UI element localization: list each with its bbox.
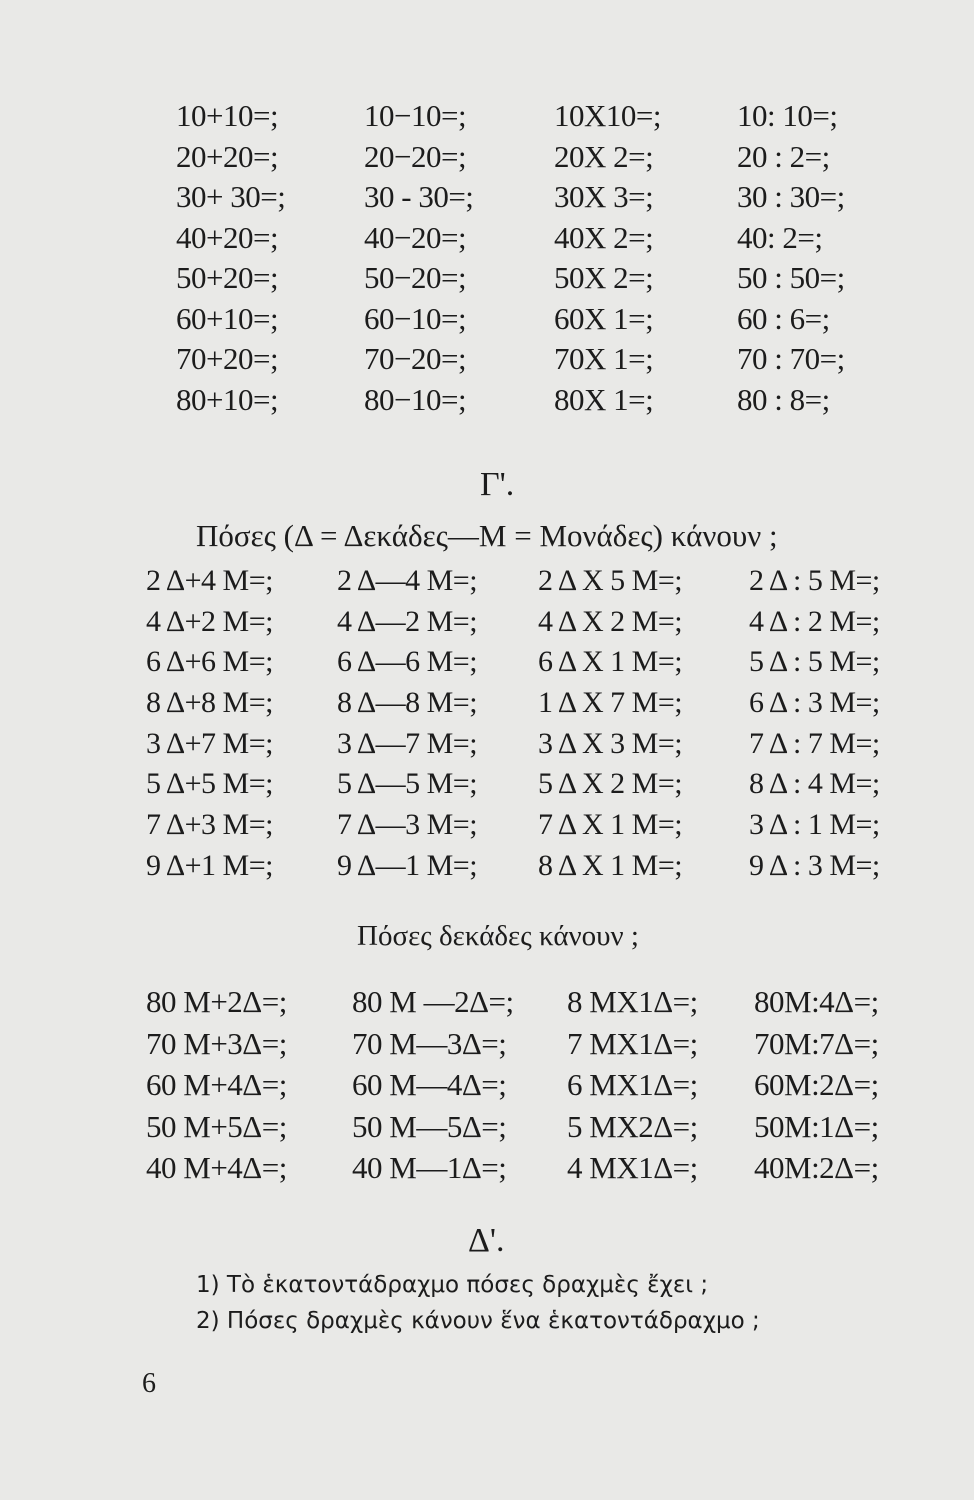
exercise-row <box>0 1150 974 1192</box>
exercise-cell: 70 Μ+3Δ=; <box>146 1025 287 1061</box>
exercise-row <box>0 98 974 139</box>
exercise-row <box>0 849 974 890</box>
exercise-cell: 60+10=; <box>176 300 279 336</box>
exercise-cell: 70−20=; <box>364 341 467 376</box>
exercise-row <box>0 179 974 220</box>
exercise-cell: 50−20=; <box>364 260 467 295</box>
word-question: 1) Τὸ ἑκατοντάδραχμο πόσες δραχμὲς ἔχει ; <box>196 1272 709 1298</box>
exercise-cell: 8 ΜΧ1Δ=; <box>567 984 698 1019</box>
exercise-cell: 70 : 70=; <box>737 341 845 376</box>
exercise-cell: 2 Δ Χ 5 Μ=; <box>538 564 683 597</box>
exercise-cell: 20 : 2=; <box>737 138 830 174</box>
exercise-cell: 60Μ:2Δ=; <box>754 1067 879 1102</box>
exercise-cell: 50 Μ—5Δ=; <box>352 1108 507 1144</box>
exercise-cell: 3 Δ—7 Μ=; <box>337 726 478 760</box>
exercise-cell: 60 Μ+4Δ=; <box>146 1067 287 1102</box>
exercise-cell: 50 Μ+5Δ=; <box>146 1108 287 1144</box>
exercise-cell: 9 Δ+1 Μ=; <box>146 848 273 882</box>
section-question-tens: Πόσες δεκάδες κάνουν ; <box>357 920 639 952</box>
exercise-cell: 80 Μ —2Δ=; <box>352 984 514 1019</box>
exercise-cell: 30 : 30=; <box>737 179 845 214</box>
exercise-row <box>0 984 974 1026</box>
word-question: 2) Πόσες δραχμὲς κάνουν ἕνα ἑκατοντάδραχμο ; <box>196 1308 760 1334</box>
exercise-cell: 80Χ 1=; <box>554 381 654 417</box>
exercise-cell: 80 : 8=; <box>737 381 830 417</box>
exercise-row <box>0 1026 974 1068</box>
exercise-cell: 2 Δ+4 Μ=; <box>146 564 273 597</box>
exercise-cell: 50Μ:1Δ=; <box>754 1108 879 1144</box>
exercise-cell: 40 Μ—1Δ=; <box>352 1150 507 1185</box>
exercise-row <box>0 767 974 808</box>
exercise-cell: 10: 10=; <box>737 98 838 133</box>
exercise-cell: 30+ 30=; <box>176 179 286 214</box>
exercise-cell: 4 Δ Χ 2 Μ=; <box>538 604 683 638</box>
exercise-cell: 70Χ 1=; <box>554 341 654 376</box>
exercise-cell: 60−10=; <box>364 300 467 336</box>
section-question-tens-units: Πόσες (Δ = Δεκάδες—Μ = Μονάδες) κάνουν ; <box>196 518 778 553</box>
exercise-cell: 2 Δ—4 Μ=; <box>337 564 478 597</box>
exercise-cell: 40Χ 2=; <box>554 219 654 255</box>
exercise-grid-tens-units <box>0 564 974 890</box>
exercise-cell: 6 ΜΧ1Δ=; <box>567 1067 698 1102</box>
exercise-grid-tens <box>0 984 974 1192</box>
exercise-cell: 80Μ:4Δ=; <box>754 984 879 1019</box>
exercise-cell: 7 Δ+3 Μ=; <box>146 808 273 842</box>
exercise-cell: 20+20=; <box>176 138 279 174</box>
exercise-row <box>0 301 974 342</box>
exercise-cell: 70 Μ—3Δ=; <box>352 1025 507 1061</box>
section-heading-d: Δ'. <box>468 1222 505 1259</box>
exercise-row <box>0 341 974 382</box>
exercise-cell: 10+10=; <box>176 98 279 133</box>
exercise-grid-numbers <box>0 98 974 422</box>
exercise-cell: 60 : 6=; <box>737 300 830 336</box>
exercise-cell: 5 Δ—5 Μ=; <box>337 767 478 801</box>
exercise-row <box>0 727 974 768</box>
exercise-cell: 8 Δ+8 Μ=; <box>146 686 273 720</box>
exercise-cell: 6 Δ—6 Μ=; <box>337 645 478 679</box>
exercise-cell: 4 Δ+2 Μ=; <box>146 604 273 638</box>
exercise-cell: 7 Δ Χ 1 Μ=; <box>538 808 683 842</box>
exercise-row <box>0 564 974 605</box>
exercise-row <box>0 1067 974 1109</box>
exercise-cell: 7 Δ—3 Μ=; <box>337 808 478 842</box>
exercise-cell: 50+20=; <box>176 260 279 295</box>
exercise-cell: 80 Μ+2Δ=; <box>146 984 287 1019</box>
exercise-cell: 5 Δ : 5 Μ=; <box>749 645 880 679</box>
exercise-cell: 80+10=; <box>176 381 279 417</box>
exercise-cell: 6 Δ+6 Μ=; <box>146 645 273 679</box>
exercise-cell: 8 Δ : 4 Μ=; <box>749 767 880 801</box>
exercise-cell: 30 - 30=; <box>364 179 474 214</box>
page-number: 6 <box>142 1368 156 1399</box>
exercise-row <box>0 260 974 301</box>
exercise-cell: 5 Δ+5 Μ=; <box>146 767 273 801</box>
exercise-row <box>0 382 974 423</box>
exercise-cell: 8 Δ—8 Μ=; <box>337 686 478 720</box>
exercise-cell: 3 Δ Χ 3 Μ=; <box>538 726 683 760</box>
exercise-cell: 4 Δ—2 Μ=; <box>337 604 478 638</box>
exercise-row <box>0 605 974 646</box>
exercise-cell: 60Χ 1=; <box>554 300 654 336</box>
exercise-row <box>0 220 974 261</box>
exercise-cell: 6 Δ : 3 Μ=; <box>749 686 880 720</box>
exercise-cell: 3 Δ+7 Μ=; <box>146 726 273 760</box>
exercise-cell: 6 Δ Χ 1 Μ=; <box>538 645 683 679</box>
exercise-cell: 40: 2=; <box>737 219 823 255</box>
exercise-cell: 9 Δ : 3 Μ=; <box>749 848 880 882</box>
exercise-cell: 7 Δ : 7 Μ=; <box>749 726 880 760</box>
exercise-cell: 2 Δ : 5 Μ=; <box>749 564 880 597</box>
exercise-cell: 10−10=; <box>364 98 467 133</box>
exercise-cell: 1 Δ Χ 7 Μ=; <box>538 686 683 720</box>
exercise-cell: 60 Μ—4Δ=; <box>352 1067 507 1102</box>
exercise-cell: 20Χ 2=; <box>554 138 654 174</box>
exercise-cell: 8 Δ Χ 1 Μ=; <box>538 848 683 882</box>
exercise-row <box>0 686 974 727</box>
exercise-cell: 10Χ10=; <box>554 98 661 133</box>
exercise-row <box>0 1109 974 1151</box>
exercise-cell: 3 Δ : 1 Μ=; <box>749 808 880 842</box>
exercise-cell: 4 Δ : 2 Μ=; <box>749 604 880 638</box>
exercise-cell: 70+20=; <box>176 341 279 376</box>
exercise-row <box>0 139 974 180</box>
exercise-cell: 50Χ 2=; <box>554 260 654 295</box>
exercise-cell: 40Μ:2Δ=; <box>754 1150 879 1185</box>
exercise-cell: 9 Δ—1 Μ=; <box>337 848 478 882</box>
exercise-cell: 4 ΜΧ1Δ=; <box>567 1150 698 1185</box>
exercise-cell: 5 Δ Χ 2 Μ=; <box>538 767 683 801</box>
exercise-cell: 7 ΜΧ1Δ=; <box>567 1025 698 1061</box>
exercise-row <box>0 808 974 849</box>
exercise-cell: 50 : 50=; <box>737 260 845 295</box>
exercise-cell: 80−10=; <box>364 381 467 417</box>
exercise-cell: 30Χ 3=; <box>554 179 654 214</box>
exercise-cell: 70Μ:7Δ=; <box>754 1025 879 1061</box>
exercise-row <box>0 645 974 686</box>
exercise-cell: 40 Μ+4Δ=; <box>146 1150 287 1185</box>
exercise-cell: 40+20=; <box>176 219 279 255</box>
exercise-cell: 40−20=; <box>364 219 467 255</box>
exercise-cell: 5 ΜΧ2Δ=; <box>567 1108 698 1144</box>
exercise-cell: 20−20=; <box>364 138 467 174</box>
section-heading-g: Γ'. <box>480 466 515 503</box>
